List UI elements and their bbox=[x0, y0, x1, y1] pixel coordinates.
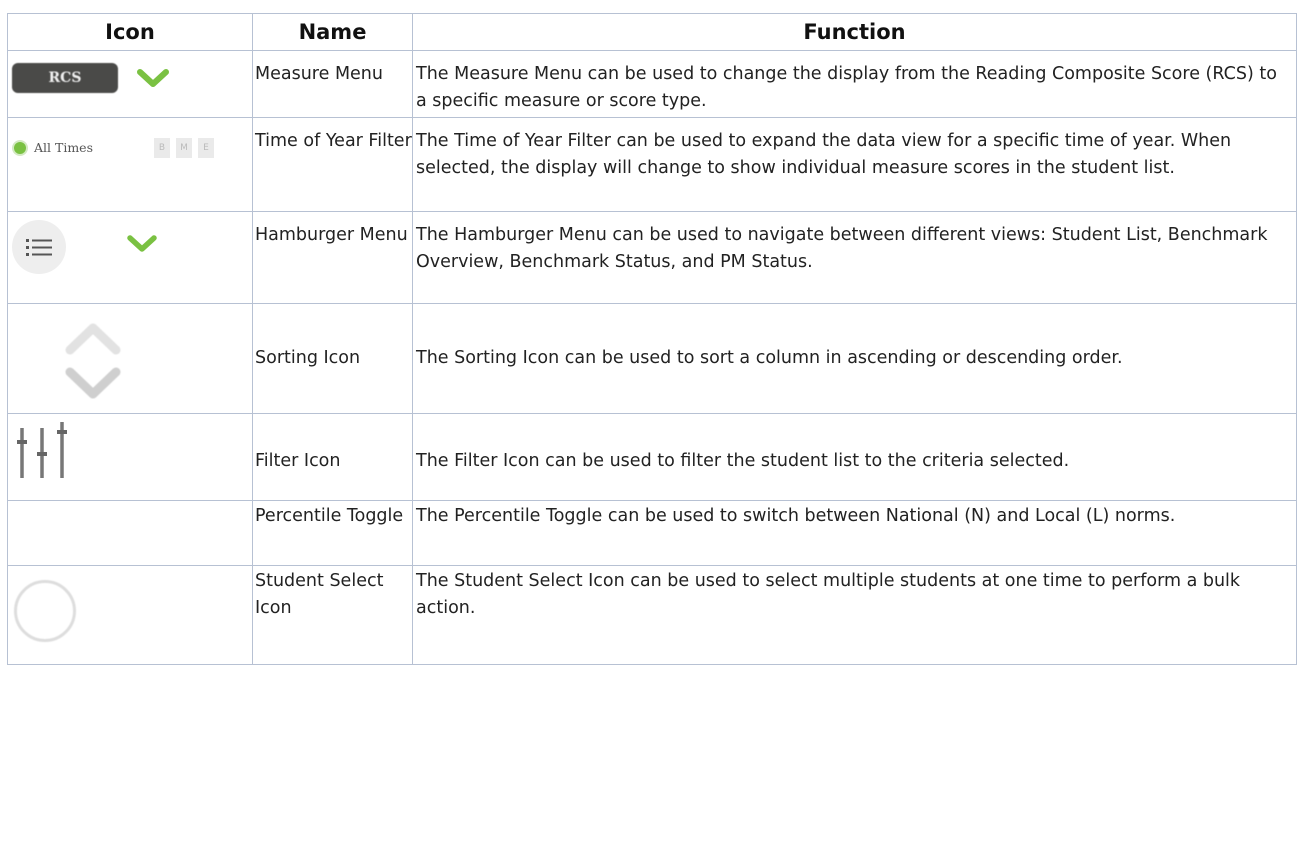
row-function: The Percentile Toggle can be used to switch between National (N) and Local (L) norms. bbox=[413, 501, 1297, 566]
row-name-text: Filter Icon bbox=[255, 450, 341, 471]
icon-cell bbox=[8, 51, 253, 118]
table-row bbox=[8, 566, 1297, 665]
time-box-m: M bbox=[176, 138, 192, 158]
row-function bbox=[413, 304, 1297, 414]
icon-cell bbox=[8, 566, 253, 665]
row-name: Hamburger Menu bbox=[253, 212, 413, 304]
row-name: Percentile Toggle bbox=[253, 501, 413, 566]
row-function: The Measure Menu can be used to change the display from the Reading Composite Score (RCS) to a specific measure or score type. bbox=[413, 51, 1297, 118]
header-icon: Icon bbox=[8, 14, 253, 51]
row-name bbox=[253, 414, 413, 501]
icon-cell bbox=[8, 212, 253, 304]
icon-cell bbox=[8, 414, 253, 501]
table-row bbox=[8, 501, 1297, 566]
row-function: The Time of Year Filter can be used to expand the data view for a specific time of year. When selected, the display will change to show individual measure scores in the student list. bbox=[413, 118, 1297, 212]
row-name-text: Sorting Icon bbox=[255, 348, 361, 368]
chevron-down-icon bbox=[136, 67, 170, 89]
table-row bbox=[8, 304, 1297, 414]
row-function bbox=[413, 414, 1297, 501]
chevron-down-icon bbox=[126, 234, 158, 254]
row-function: The Student Select Icon can be used to select multiple students at one time to perform a bulk action. bbox=[413, 566, 1297, 665]
header-name: Name bbox=[253, 14, 413, 51]
time-box-e: E bbox=[198, 138, 214, 158]
header-function: Function bbox=[413, 14, 1297, 51]
sort-icon bbox=[60, 314, 126, 406]
radio-selected-icon bbox=[14, 142, 26, 154]
row-function-text: The Sorting Icon can be used to sort a column in ascending or descending order. bbox=[416, 348, 1123, 368]
icon-cell bbox=[8, 118, 253, 212]
select-circle-icon bbox=[14, 580, 76, 642]
time-of-year-filter-icon: All Times bbox=[34, 140, 93, 155]
icon-legend-table bbox=[7, 13, 1297, 665]
list-lines-icon bbox=[26, 237, 52, 257]
filter-sliders-icon bbox=[16, 418, 82, 484]
table-row bbox=[8, 414, 1297, 501]
measure-menu-icon: RCS bbox=[12, 63, 118, 93]
icon-cell bbox=[8, 304, 253, 414]
row-name: Student Select Icon bbox=[253, 566, 413, 665]
row-name: Measure Menu bbox=[253, 51, 413, 118]
row-name: Time of Year Filter bbox=[253, 118, 413, 212]
row-name bbox=[253, 304, 413, 414]
row-function: The Hamburger Menu can be used to navigate between different views: Student List, Benchmark Overview, Benchmark Status, and PM Status. bbox=[413, 212, 1297, 304]
icon-cell bbox=[8, 501, 253, 566]
time-box-b: B bbox=[154, 138, 170, 158]
table-row bbox=[8, 51, 1297, 118]
table-row bbox=[8, 212, 1297, 304]
table-row bbox=[8, 118, 1297, 212]
row-function-text: The Filter Icon can be used to filter the student list to the criteria selected. bbox=[416, 450, 1070, 471]
table-header-row bbox=[8, 14, 1297, 51]
